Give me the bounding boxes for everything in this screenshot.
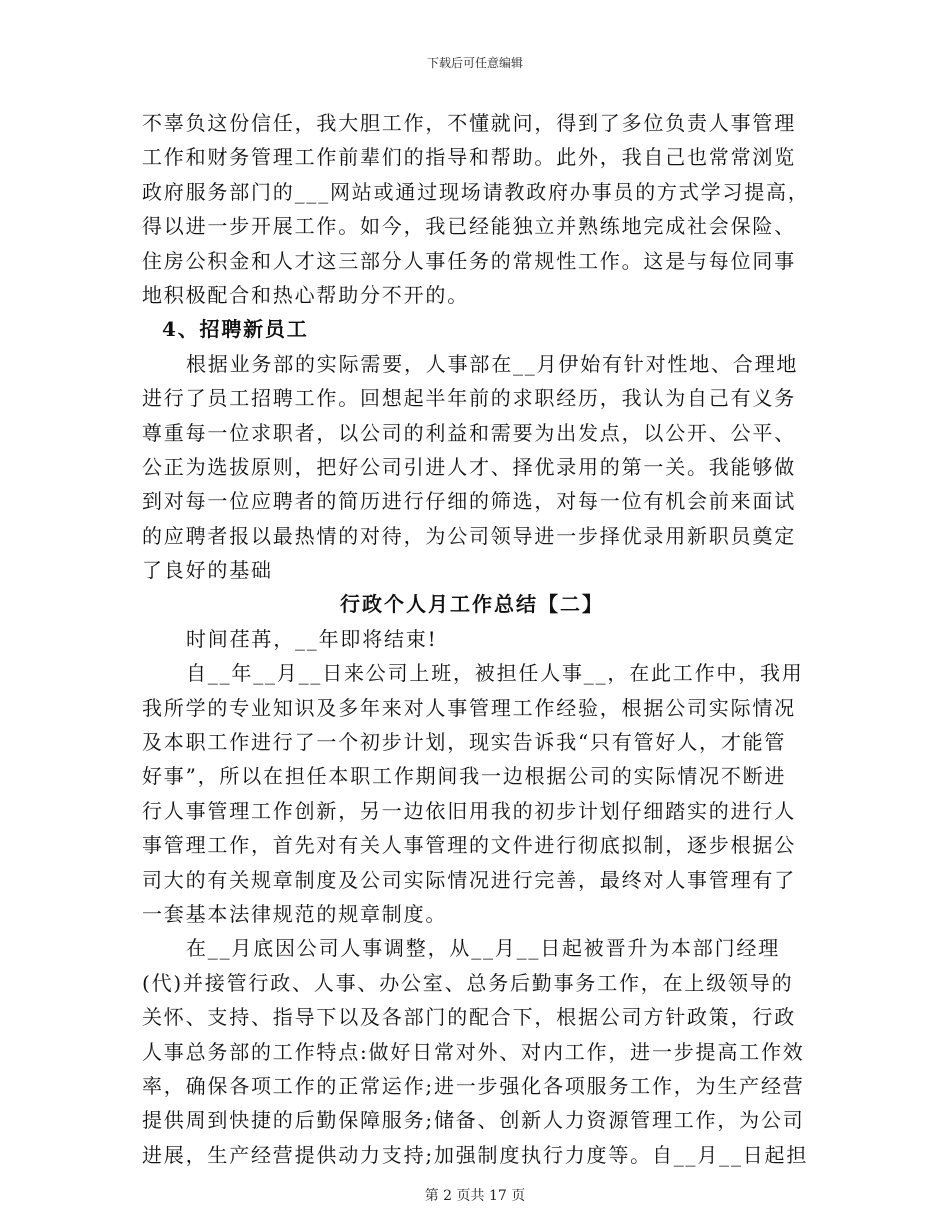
text-line: 进展，生产经营提供动力支持;加强制度执行力度等。自__月__日起担 (142, 1142, 809, 1167)
text-line: 关怀、支持、指导下以及各部门的配合下，根据公司方针政策，行政 (142, 1005, 796, 1030)
text-line: 不辜负这份信任，我大胆工作，不懂就问，得到了多位负责人事管理 (142, 111, 796, 135)
text-line: 的应聘者报以最热情的对待，为公司领导进一步择优录用新职员奠定 (142, 523, 796, 548)
text-line: 公正为选拔原则，把好公司引进人才、择优录用的第一关。我能够做 (142, 454, 796, 479)
text-line: 在__月底因公司人事调整，从__月__日起被晋升为本部门经理 (186, 936, 780, 961)
page-header: 下载后可任意编辑 (426, 56, 523, 70)
text-line: 行人事管理工作创新，另一边依旧用我的初步计划仔细踏实的进行人 (142, 798, 796, 823)
text-line: 得以进一步开展工作。如今，我已经能独立并熟练地完成社会保险、 (142, 214, 796, 239)
text-line: 司大的有关规章制度及公司实际情况进行完善，最终对人事管理有了 (142, 867, 796, 892)
text-line: 政府服务部门的___网站或通过现场请教政府办事员的方式学习提高， (142, 179, 810, 204)
text-line: 及本职工作进行了一个初步计划，现实告诉我“只有管好人，才能管 (142, 730, 787, 755)
text-line: 时间荏苒，__年即将结束! (186, 626, 438, 651)
text-line: 提供周到快捷的后勤保障服务;储备、创新人力资源管理工作，为公司 (142, 1108, 805, 1133)
article-title: 行政个人月工作总结【二】 (340, 592, 604, 617)
text-line: 了良好的基础 (142, 558, 273, 583)
section-heading: 4、招聘新员工 (162, 317, 309, 342)
text-line: 一套基本法律规范的规章制度。 (142, 901, 448, 926)
text-line: 人事总务部的工作特点:做好日常对外、对内工作，进一步提高工作效 (142, 1039, 805, 1064)
text-line: 根据业务部的实际需要，人事部在__月伊始有针对性地、合理地 (186, 351, 799, 376)
text-line: 进行了员工招聘工作。回想起半年前的求职经历，我认为自己有义务 (142, 386, 796, 411)
document-body (142, 106, 810, 1172)
text-line: 到对每一位应聘者的简历进行仔细的筛选，对每一位有机会前来面试 (142, 489, 796, 514)
text-line: 地积极配合和热心帮助分不开的。 (142, 282, 469, 307)
text-line: 我所学的专业知识及多年来对人事管理工作经验，根据公司实际情况 (142, 695, 796, 720)
page-footer: 第 2 页共 17 页 (424, 1188, 526, 1204)
text-line: 率，确保各项工作的正常运作;进一步强化各项服务工作，为生产经营 (142, 1073, 805, 1098)
text-line: 事管理工作，首先对有关人事管理的文件进行彻底拟制，逐步根据公 (142, 833, 796, 858)
text-line: (代)并接管行政、人事、办公室、总务后勤事务工作，在上级领导的 (142, 970, 794, 995)
text-line: 工作和财务管理工作前辈们的指导和帮助。此外，我自己也常常浏览 (142, 145, 796, 170)
text-line: 自__年__月__日来公司上班，被担任人事__，在此工作中，我用 (186, 661, 804, 686)
text-line: 住房公积金和人才这三部分人事任务的常规性工作。这是与每位同事 (142, 248, 796, 273)
text-line: 尊重每一位求职者，以公司的利益和需要为出发点，以公开、公平、 (142, 420, 796, 445)
text-line: 好事”，所以在担任本职工作期间我一边根据公司的实际情况不断进 (142, 764, 787, 789)
